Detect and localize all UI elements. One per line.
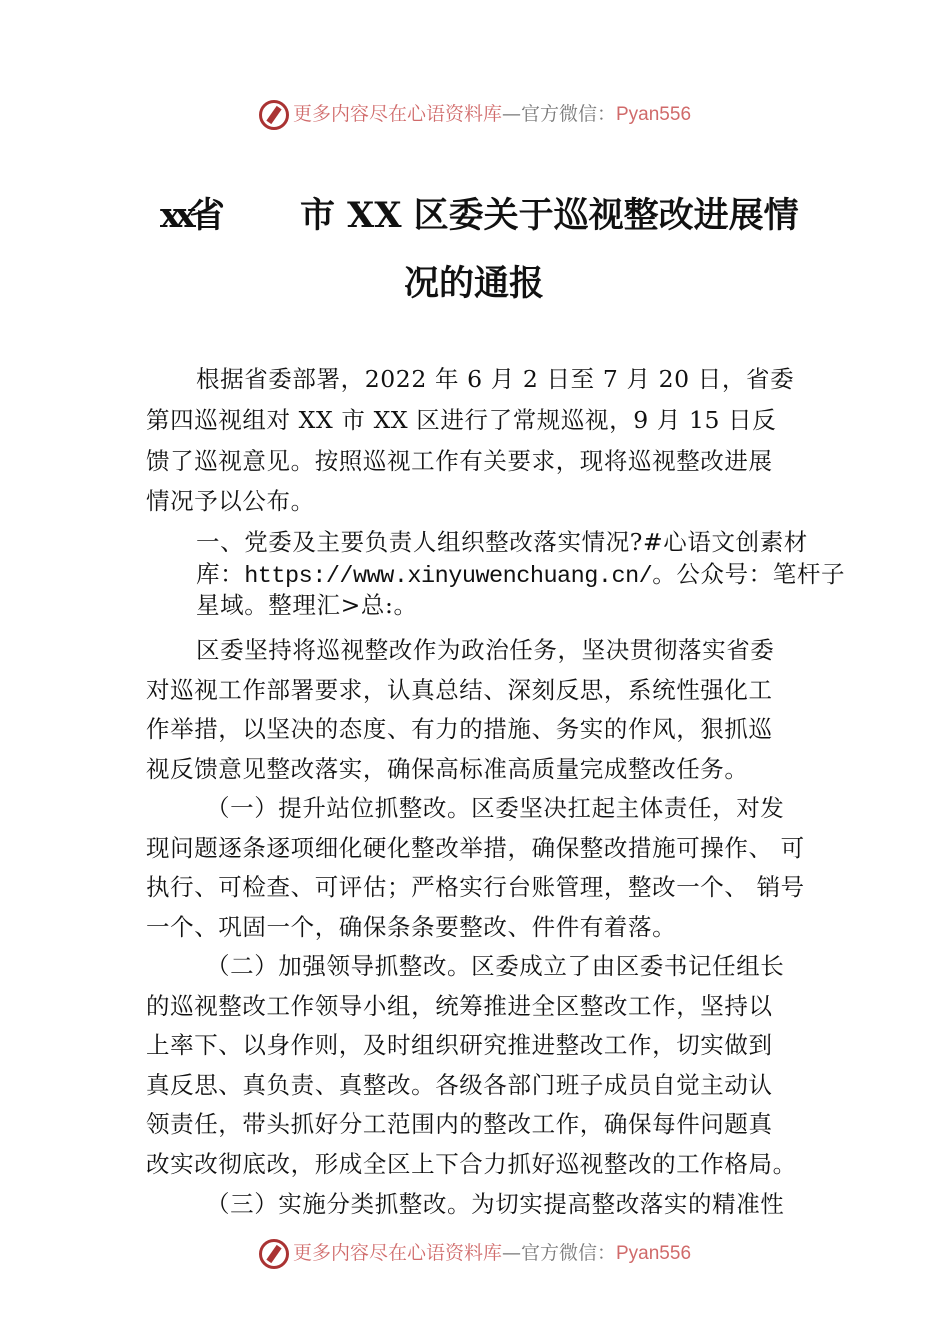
paragraph-line: （三）实施分类抓整改。为切实提高整改落实的精准性 (206, 1190, 785, 1218)
paragraph-line: （二）加强领导抓整改。区委成立了由区委书记任组长 (206, 952, 785, 980)
paragraph-line: 的巡视整改工作领导小组，统筹推进全区整改工作，坚持以 (146, 992, 773, 1020)
title-line-1: 市 XX 区委关于巡视整改进展情 (300, 195, 799, 236)
paragraph-line: 情况予以公布。 (146, 487, 315, 515)
paragraph-line: 星域。整理汇>总:。 (196, 591, 418, 619)
paragraph-line: 执行、可检查、可评估；严格实行台账管理，整改一个、 销号 (146, 873, 805, 901)
pen-logo-icon (259, 1239, 289, 1269)
paragraph-line: 一、党委及主要负责人组织整改落实情况?#心语文创素材 (196, 528, 808, 556)
paragraph-line: 上率下、以身作则，及时组织研究推进整改工作，切实做到 (146, 1031, 773, 1059)
paragraph-line: 第四巡视组对 XX 市 XX 区进行了常规巡视，9 月 15 日反 (146, 406, 777, 434)
paragraph-line: （一）提升站位抓整改。区委坚决扛起主体责任，对发 (206, 794, 785, 822)
url-text: https://www.xinyuwenchuang.cn/ (244, 563, 653, 590)
paragraph-line: 现问题逐条逐项细化硬化整改举措，确保整改措施可操作、 可 (146, 834, 805, 862)
paragraph-line: 馈了巡视意见。按照巡视工作有关要求，现将巡视整改进展 (146, 447, 773, 475)
paragraph-line: 区委坚持将巡视整改作为政治任务，坚决贯彻落实省委 (196, 636, 775, 664)
paragraph-line: 一个、巩固一个，确保条条要整改、件件有着落。 (146, 913, 677, 941)
title-prefix: xx省 (160, 195, 219, 236)
paragraph-line: 库：https://www.xinyuwenchuang.cn/。公众号：笔杆子 (196, 560, 846, 590)
watermark-header: 更多内容尽在心语资料库—官方微信：Pyan556 (0, 97, 950, 131)
paragraph-line: 领责任，带头抓好分工范围内的整改工作，确保每件问题真 (146, 1110, 773, 1138)
paragraph-line: 视反馈意见整改落实，确保高标准高质量完成整改任务。 (146, 755, 749, 783)
pen-logo-icon (259, 100, 289, 130)
watermark-footer: 更多内容尽在心语资料库—官方微信：Pyan556 (0, 1236, 950, 1270)
paragraph-line: 真反思、真负责、真整改。各级各部门班子成员自觉主动认 (146, 1071, 773, 1099)
title-line-2: 况的通报 (404, 263, 545, 304)
paragraph-line: 作举措，以坚决的态度、有力的措施、务实的作风，狠抓巡 (146, 715, 773, 743)
paragraph-line: 根据省委部署，2022 年 6 月 2 日至 7 月 20 日，省委 (196, 365, 795, 393)
paragraph-line: 改实改彻底改，形成全区上下合力抓好巡视整改的工作格局。 (146, 1150, 797, 1178)
paragraph-line: 对巡视工作部署要求，认真总结、深刻反思，系统性强化工 (146, 676, 773, 704)
